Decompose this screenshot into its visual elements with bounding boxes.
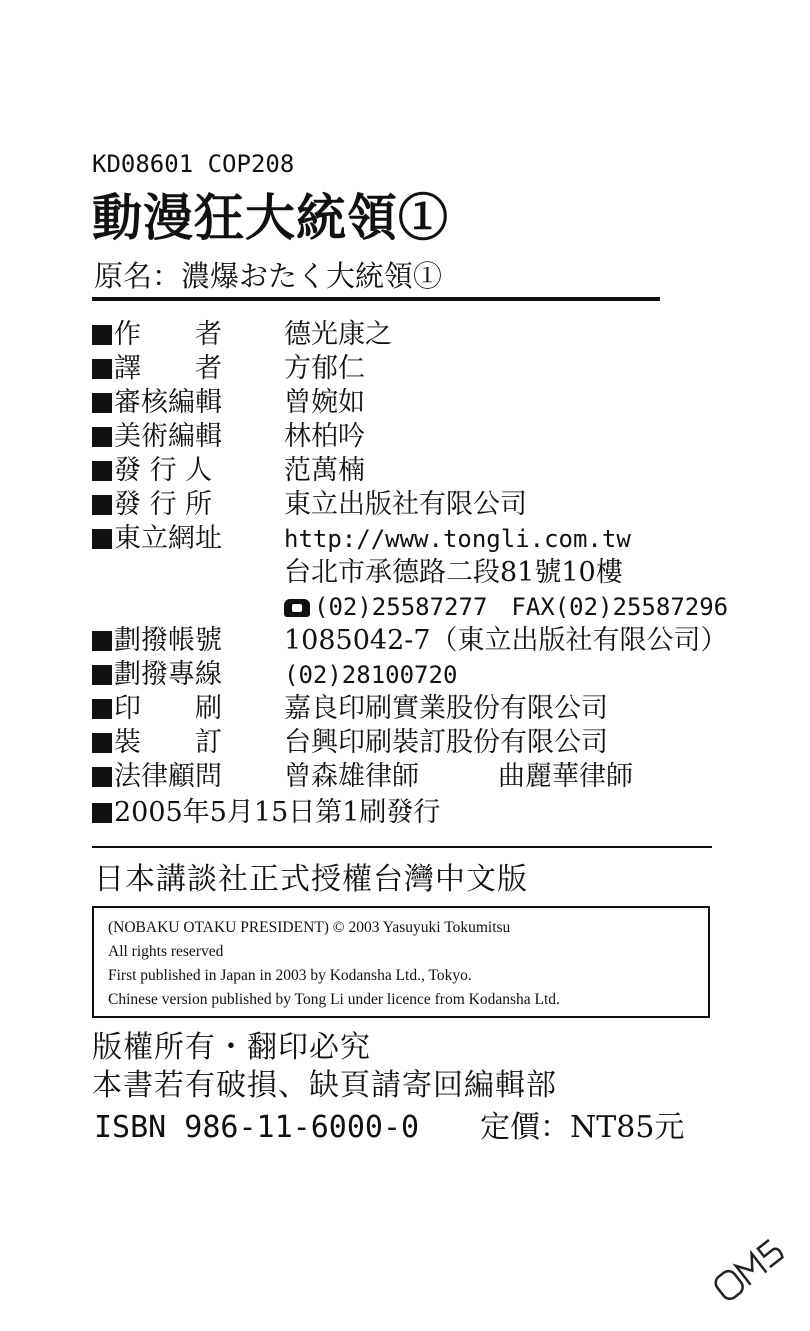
bullet-square [92,733,112,753]
credit-row-publisher [92,488,732,522]
credit-row-art-editor [92,420,732,454]
price: 定價：NT85元 [480,1110,685,1145]
credit-label: 審核編輯 [114,387,222,418]
credit-row-phone [92,590,732,624]
credit-label: 東立網址 [114,523,222,554]
credit-value: (02)28100720 [284,661,458,689]
credit-row-printing [92,692,732,726]
credit-label: 發 行 所 [114,489,213,520]
section-divider [92,846,712,848]
credit-label: 劃撥帳號 [114,625,222,656]
authorization-statement: 日本講談社正式授權台灣中文版 [94,862,528,897]
credit-label: 譯 者 [114,353,222,384]
credit-label: 作 者 [114,319,222,350]
telephone-icon [284,599,310,617]
damage-notice: 本書若有破損、缺頁請寄回編輯部 [92,1068,557,1103]
credit-value: 曾婉如 [284,387,365,418]
rights-notice: 版權所有・翻印必究 [92,1030,371,1065]
credit-value: 東立出版社有限公司 [284,489,527,520]
credit-label: 印 刷 [114,693,222,724]
credit-label: 裝 訂 [114,727,222,758]
credit-row-giro-line [92,658,732,692]
dm5-logo [703,1215,810,1316]
catalog-codes: KD08601 COP208 [92,150,295,178]
license-line: Chinese version published by Tong Li under licence from Kodansha Ltd. [108,991,560,1008]
credit-row-website [92,522,732,556]
address: 台北市承德路二段81號10樓 [284,557,623,588]
credit-row-publisher-person [92,454,732,488]
credit-value: 方郁仁 [284,353,365,384]
credit-value: 台興印刷裝訂股份有限公司 [284,727,608,758]
bullet-square [92,665,112,685]
bullet-square [92,631,112,651]
isbn: ISBN 986-11-6000-0 [94,1110,420,1145]
credit-value: 范萬楠 [284,455,365,486]
bullet-square [92,359,112,379]
original-title: 原名：濃爆おたく大統領① [94,259,443,293]
credit-label: 法律顧問 [114,761,222,792]
credit-row-author [92,318,732,352]
publication-date-row [92,796,440,830]
credit-value: 德光康之 [284,319,392,350]
book-title: 動漫狂大統領① [92,188,449,247]
credit-value: 林柏吟 [284,421,365,452]
credit-row-binding [92,726,732,760]
bullet-square [92,427,112,447]
credit-value-2: 曲麗華律師 [498,761,633,792]
website-url: http://www.tongli.com.tw [284,525,631,553]
bullet-square [92,699,112,719]
license-box [92,906,710,1018]
credit-value: 1085042-7（東立出版社有限公司） [284,625,728,656]
bullet-square [92,529,112,549]
phone-fax-line [284,590,728,624]
credit-value: 曾森雄律師 [284,761,419,792]
license-line: First published in Japan in 2003 by Kodansha Ltd., Tokyo. [108,967,472,984]
license-line: (NOBAKU OTAKU PRESIDENT) © 2003 Yasuyuki Tokumitsu [108,919,511,936]
bullet-square [92,767,112,787]
phone-fax: (02)25587277 FAX(02)25587296 [314,593,729,621]
bullet-square [92,393,112,413]
credit-row-legal [92,760,732,794]
credit-row-review-editor [92,386,732,420]
credits-list [92,318,732,794]
credit-label: 發 行 人 [114,455,213,486]
credit-row-translator [92,352,732,386]
bullet-square [92,325,112,345]
publication-date: 2005年5月15日第1刷發行 [114,797,441,828]
title-divider [92,297,660,301]
bullet-square [92,803,112,823]
bullet-square [92,495,112,515]
license-line: All rights reserved [108,943,224,960]
bullet-square [92,461,112,481]
credit-label: 劃撥專線 [114,659,222,690]
credit-label: 美術編輯 [114,421,222,452]
credit-value: 嘉良印刷實業股份有限公司 [284,693,608,724]
credit-row-giro-account [92,624,732,658]
credit-row-address [92,556,732,590]
